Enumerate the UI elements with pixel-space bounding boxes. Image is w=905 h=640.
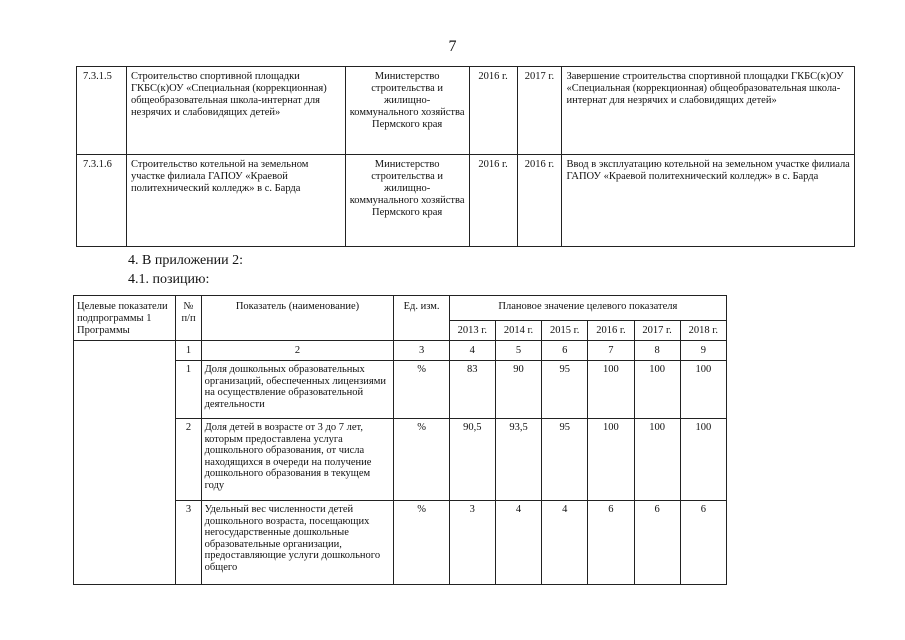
item-start-year: 2016 г. bbox=[469, 67, 517, 155]
row-unit: % bbox=[394, 361, 449, 419]
row-value: 90 bbox=[495, 361, 541, 419]
column-index: 1 bbox=[176, 341, 201, 361]
row-value: 100 bbox=[634, 361, 680, 419]
header-year: 2017 г. bbox=[634, 320, 680, 340]
column-index-row bbox=[74, 341, 727, 361]
header-planned: Плановое значение целевого показателя bbox=[449, 296, 726, 321]
row-value: 100 bbox=[680, 419, 726, 501]
header-year: 2013 г. bbox=[449, 320, 495, 340]
item-result: Завершение строительства спортивной площадки ГКБС(к)ОУ «Специальная (коррекционная) общеобразовательная школа-интернат для незрячих и слабовидящих детей» bbox=[562, 67, 855, 155]
row-indicator: Удельный вес численности детей дошкольного возраста, посещающих негосударственные дошкольные образовательные организации, предоставляющие услуги дошкольного общего bbox=[201, 501, 394, 585]
header-year: 2014 г. bbox=[495, 320, 541, 340]
row-unit: % bbox=[394, 501, 449, 585]
row-value: 95 bbox=[542, 419, 588, 501]
row-number: 2 bbox=[176, 419, 201, 501]
column-index: 7 bbox=[588, 341, 634, 361]
item-number: 7.3.1.5 bbox=[77, 67, 127, 155]
item-start-year: 2016 г. bbox=[469, 155, 517, 247]
item-name: Строительство спортивной площадки ГКБС(к)ОУ «Специальная (коррекционная) общеобразовательная школа-интернат для незрячих и слабовидящих детей» bbox=[126, 67, 345, 155]
column-index: 8 bbox=[634, 341, 680, 361]
column-index: 2 bbox=[201, 341, 394, 361]
table-header-row bbox=[74, 296, 727, 321]
appendix-heading: 4. В приложении 2: bbox=[128, 253, 244, 268]
row-value: 100 bbox=[680, 361, 726, 419]
row-unit: % bbox=[394, 419, 449, 501]
row-value: 4 bbox=[495, 501, 541, 585]
row-value: 95 bbox=[542, 361, 588, 419]
item-result: Ввод в эксплуатацию котельной на земельном участке филиала ГАПОУ «Краевой политехнический колледж» в с. Барда bbox=[562, 155, 855, 247]
column-index: 4 bbox=[449, 341, 495, 361]
indicators-table bbox=[73, 295, 727, 585]
header-year: 2015 г. bbox=[542, 320, 588, 340]
item-number: 7.3.1.6 bbox=[77, 155, 127, 247]
header-unit: Ед. изм. bbox=[394, 296, 449, 341]
goal-cell-empty bbox=[74, 341, 176, 585]
row-number: 3 bbox=[176, 501, 201, 585]
row-value: 3 bbox=[449, 501, 495, 585]
row-value: 6 bbox=[680, 501, 726, 585]
row-value: 6 bbox=[588, 501, 634, 585]
page-number: 7 bbox=[448, 38, 457, 55]
header-indicator: Показатель (наименование) bbox=[201, 296, 394, 341]
item-ministry: Министерство строительства и жилищно-коммунального хозяйства Пермского края bbox=[345, 67, 469, 155]
row-indicator: Доля дошкольных образовательных организаций, обеспеченных лицензиями на осуществление образовательной деятельности bbox=[201, 361, 394, 419]
row-value: 4 bbox=[542, 501, 588, 585]
column-index: 9 bbox=[680, 341, 726, 361]
header-year: 2016 г. bbox=[588, 320, 634, 340]
table-row bbox=[77, 155, 855, 247]
row-value: 100 bbox=[634, 419, 680, 501]
row-value: 90,5 bbox=[449, 419, 495, 501]
row-value: 100 bbox=[588, 361, 634, 419]
column-index: 6 bbox=[542, 341, 588, 361]
row-value: 93,5 bbox=[495, 419, 541, 501]
row-value: 6 bbox=[634, 501, 680, 585]
item-end-year: 2016 г. bbox=[517, 155, 562, 247]
column-index: 3 bbox=[394, 341, 449, 361]
row-number: 1 bbox=[176, 361, 201, 419]
row-value: 100 bbox=[588, 419, 634, 501]
header-year: 2018 г. bbox=[680, 320, 726, 340]
row-indicator: Доля детей в возрасте от 3 до 7 лет, которым предоставлена услуга дошкольного образования, от числа находящихся в очереди на получение дошкольного образования в текущем году bbox=[201, 419, 394, 501]
column-index: 5 bbox=[495, 341, 541, 361]
table-row bbox=[77, 67, 855, 155]
row-value: 83 bbox=[449, 361, 495, 419]
item-end-year: 2017 г. bbox=[517, 67, 562, 155]
item-name: Строительство котельной на земельном участке филиала ГАПОУ «Краевой политехнический колледж» в с. Барда bbox=[126, 155, 345, 247]
header-num: № п/п bbox=[176, 296, 201, 341]
construction-table bbox=[76, 66, 855, 247]
position-heading: 4.1. позицию: bbox=[128, 272, 210, 287]
item-ministry: Министерство строительства и жилищно-коммунального хозяйства Пермского края bbox=[345, 155, 469, 247]
header-goal: Целевые показатели подпрограммы 1 Программы bbox=[74, 296, 176, 341]
